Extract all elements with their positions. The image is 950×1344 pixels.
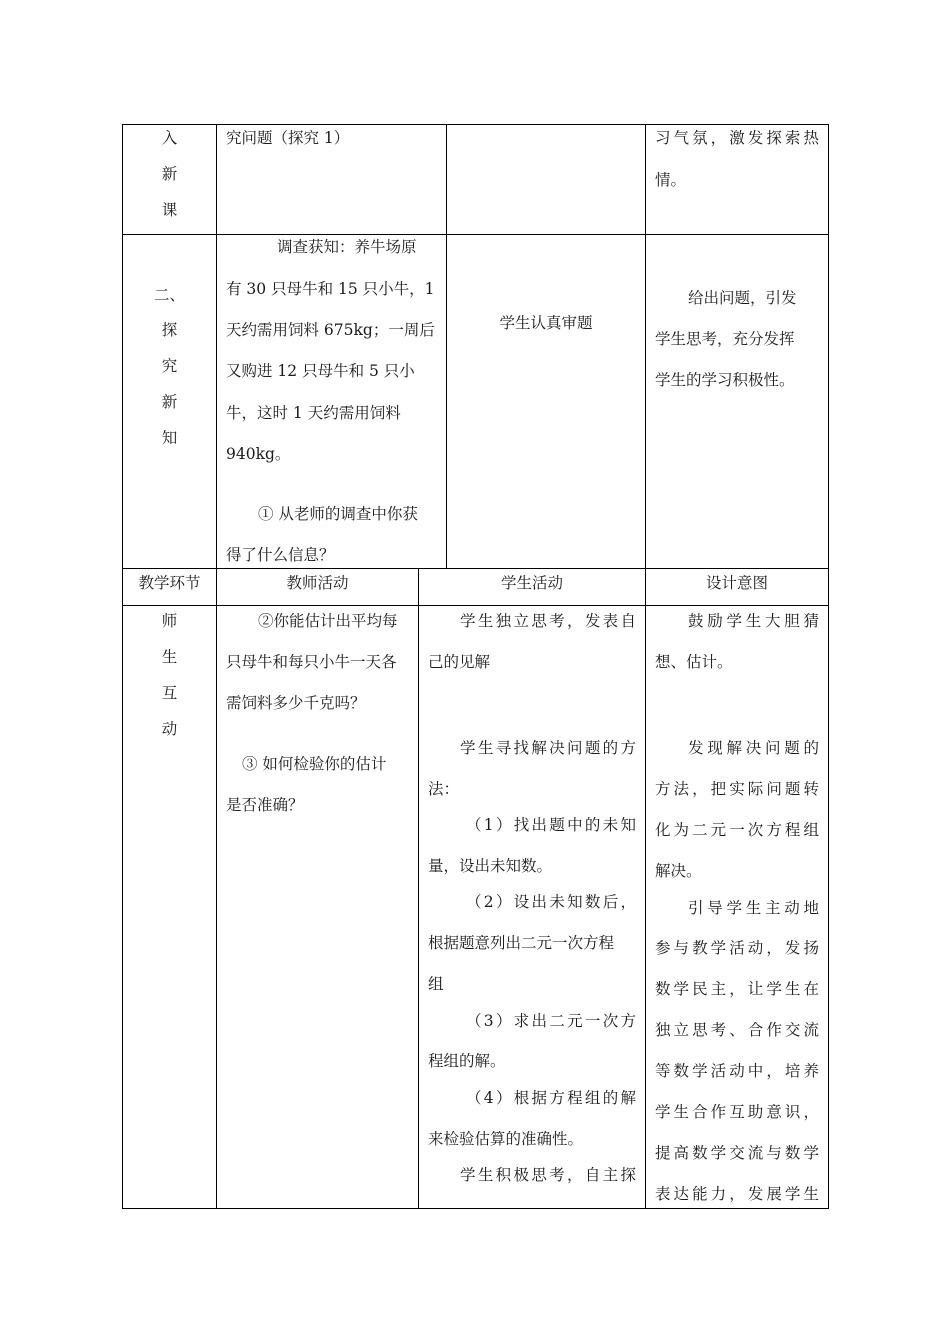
design-intent-line: 给出问题，引发	[688, 289, 797, 307]
stage-label-line: 探	[161, 321, 178, 339]
row-divider-1	[122, 234, 829, 235]
stage-label-line: 动	[161, 720, 178, 738]
stage-label-line: 生	[161, 648, 178, 666]
stage-label-line: 入	[161, 129, 178, 147]
design-intent-line: 等数学活动中，培养	[655, 1062, 819, 1080]
design-intent-line: 情。	[655, 171, 687, 189]
student-activity-line: 来检验估算的准确性。	[428, 1130, 584, 1148]
design-intent-line: 习气氛，激发探索热	[655, 129, 819, 147]
student-activity-line: （2）设出未知数后，	[466, 893, 636, 911]
design-intent-line: 提高数学交流与数学	[655, 1144, 819, 1162]
student-activity-line: （1）找出题中的未知	[466, 816, 636, 834]
table-bottom-border	[122, 1208, 829, 1209]
stage-label-line: 新	[161, 165, 178, 183]
table-right-border	[828, 124, 829, 1209]
col-divider-lower-teacher	[418, 568, 419, 1209]
design-intent-line: 数学民主，让学生在	[655, 980, 819, 998]
stage-label-line: 二、	[153, 286, 185, 304]
column-header-intent: 设计意图	[705, 574, 768, 592]
student-activity-line: 量，设出未知数。	[428, 857, 553, 875]
col-divider-intent	[645, 124, 646, 1209]
design-intent-line: 学生合作互助意识，	[655, 1103, 819, 1121]
table-top-border	[122, 124, 829, 125]
teacher-activity-line: 牛，这时 1 天约需用饲料	[226, 404, 401, 422]
stage-label-line: 师	[161, 612, 178, 630]
student-activity-line: 程组的解。	[428, 1052, 506, 1070]
stage-label-line: 究	[161, 357, 178, 375]
row-divider-3	[122, 605, 829, 606]
student-activity-text: 学生认真审题	[499, 314, 593, 332]
design-intent-line: 鼓励学生大胆猜	[688, 612, 819, 630]
stage-label-line: 课	[161, 201, 178, 219]
column-header-stage: 教学环节	[138, 574, 201, 592]
design-intent-line: 解决。	[655, 862, 702, 880]
design-intent-line: 引导学生主动地	[688, 899, 819, 917]
design-intent-line: 独立思考、合作交流	[655, 1021, 819, 1039]
design-intent-line: 学生的学习积极性。	[655, 371, 795, 389]
teacher-activity-line: 又购进 12 只母牛和 5 只小	[226, 362, 415, 380]
student-activity-line: 根据题意列出二元一次方程	[428, 934, 615, 952]
teacher-activity-line: 调查获知：养牛场原	[277, 238, 417, 256]
teacher-activity-line: ① 从老师的调查中你获	[258, 505, 418, 523]
design-intent-line: 表达能力，发展学生	[655, 1185, 819, 1203]
teacher-activity-line: 需饲料多少千克吗？	[226, 694, 366, 712]
row-divider-2	[122, 568, 829, 569]
design-intent-line: 参与教学活动，发扬	[655, 939, 819, 957]
student-activity-line: （4）根据方程组的解	[466, 1089, 636, 1107]
student-activity-line: 学生独立思考，发表自	[460, 612, 636, 630]
design-intent-line: 方法，把实际问题转	[655, 780, 819, 798]
student-activity-line: 学生积极思考，自主探	[460, 1166, 636, 1184]
student-activity-line: （3）求出二元一次方	[466, 1012, 636, 1030]
teacher-activity-text: 究问题（探究 1）	[226, 129, 350, 147]
teacher-activity-line: 是否准确？	[226, 796, 304, 814]
teacher-activity-line: ②你能估计出平均每	[258, 612, 398, 630]
design-intent-line: 发现解决问题的	[688, 739, 819, 757]
design-intent-line: 化为二元一次方程组	[655, 821, 819, 839]
stage-label-line: 互	[161, 684, 178, 702]
teacher-activity-line: 940kg。	[226, 445, 291, 463]
design-intent-line: 想、估计。	[655, 653, 733, 671]
column-header-student: 学生活动	[500, 574, 563, 592]
student-activity-line: 组	[428, 975, 444, 993]
student-activity-line: 己的见解	[428, 653, 491, 671]
design-intent-line: 学生思考，充分发挥	[655, 330, 795, 348]
student-activity-line: 法：	[428, 780, 460, 798]
teacher-activity-line: 有 30 只母牛和 15 只小牛，1	[226, 280, 435, 298]
column-header-teacher: 教师活动	[286, 574, 349, 592]
teacher-activity-line: 得了什么信息？	[226, 546, 335, 564]
teacher-activity-line: ③ 如何检验你的估计	[242, 755, 387, 773]
stage-label-line: 知	[161, 429, 178, 447]
teacher-activity-line: 只母牛和每只小牛一天各	[226, 653, 397, 671]
col-divider-upper-teacher	[446, 124, 447, 569]
stage-label-line: 新	[161, 393, 178, 411]
teacher-activity-line: 天约需用饲料 675kg；一周后	[226, 321, 435, 339]
student-activity-line: 学生寻找解决问题的方	[460, 739, 636, 757]
